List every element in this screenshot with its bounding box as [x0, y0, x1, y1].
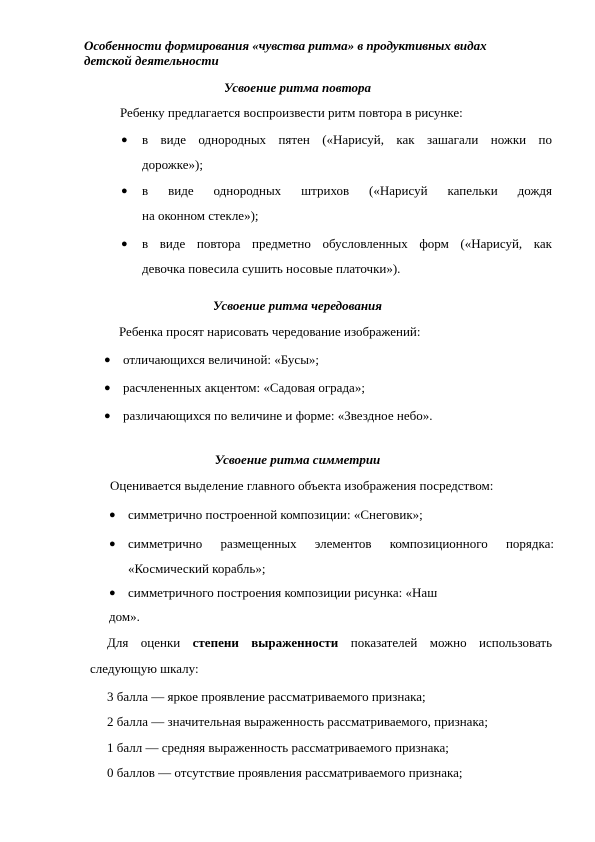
list-item-line: симметрично размещенных элементов композиционного порядка: — [128, 536, 554, 551]
list-item-line: дом». — [109, 609, 140, 624]
scale-intro-line2: следующую шкалу: — [90, 661, 199, 676]
bullet-icon: ● — [121, 238, 128, 250]
bullet-icon: ● — [121, 134, 128, 146]
bullet-icon: ● — [109, 587, 116, 599]
bullet-icon: ● — [109, 538, 116, 550]
list-item-line: в виде повтора предметно обусловленных форм («Нарисуй, как — [142, 236, 552, 251]
list-item: расчлененных акцентом: «Садовая ограда»; — [123, 380, 365, 395]
scale-intro-bold: степени выраженности — [192, 635, 339, 650]
scale-level-3: 3 балла — яркое проявление рассматриваемого признака; — [107, 689, 426, 704]
list-item-line: девочка повесила сушить носовые платочки»). — [142, 261, 401, 276]
list-item: отличающихся величиной: «Бусы»; — [123, 352, 320, 367]
bullet-icon: ● — [121, 185, 128, 197]
section-intro-alternation: Ребенка просят нарисовать чередование изображений: — [119, 324, 421, 339]
list-item-line: симметричного построения композиции рисунка: «Наш — [128, 585, 438, 600]
list-item-line: в виде однородных пятен («Нарисуй, как зашагали ножки по — [142, 132, 552, 147]
scale-level-1: 1 балл — средняя выраженность рассматриваемого признака; — [107, 740, 449, 755]
section-heading-symmetry: Усвоение ритма симметрии — [214, 452, 381, 467]
document-title: Особенности формирования «чувства ритма» в продуктивных видах детской деятельности — [84, 38, 487, 68]
bullet-icon: ● — [109, 509, 116, 521]
section-heading-alternation: Усвоение ритма чередования — [213, 298, 382, 313]
scale-intro-after: показателей можно использовать — [338, 635, 553, 650]
scale-level-2: 2 балла — значительная выраженность рассматриваемого, признака; — [107, 714, 488, 729]
bullet-icon: ● — [104, 382, 111, 394]
list-item-line: «Космический корабль»; — [128, 561, 266, 576]
bullet-icon: ● — [104, 410, 111, 422]
list-item-line: на оконном стекле»); — [142, 208, 259, 223]
section-heading-repeat: Усвоение ритма повтора — [223, 80, 372, 95]
scale-intro-before: Для оценки — [107, 635, 193, 650]
list-item-line: симметрично построенной композиции: «Снеговик»; — [128, 507, 423, 522]
section-intro-symmetry: Оценивается выделение главного объекта изображения посредством: — [110, 478, 494, 493]
list-item-line: дорожке»); — [142, 157, 203, 172]
scale-level-0: 0 баллов — отсутствие проявления рассматриваемого признака; — [107, 765, 463, 780]
list-item: различающихся по величине и форме: «Звездное небо». — [123, 408, 433, 423]
scale-intro — [107, 635, 552, 651]
list-item-line: в виде однородных штрихов («Нарисуй капельки дождя — [142, 183, 552, 198]
bullet-icon: ● — [104, 354, 111, 366]
section-intro-repeat: Ребенку предлагается воспроизвести ритм повтора в рисунке: — [120, 105, 463, 120]
